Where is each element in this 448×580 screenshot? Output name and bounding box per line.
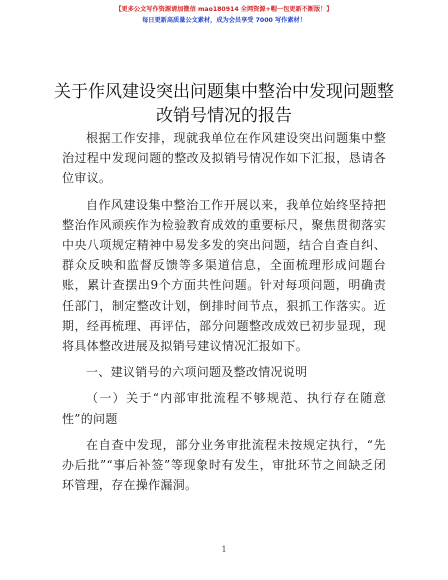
document-body <box>62 128 386 501</box>
paragraph-background: 自作风建设集中整治工作开展以来，我单位始终坚持把整治作风顽疾作为检验教育成效的重要标尺，聚焦贯彻落实中央八项规定精神中易发多发的突出问题，结合自查自纠、群众反映和监督反馈等多渠道信息，全面梳理形成问题台账，累计查摆出9个方面共性问题。针对每项问题，明确责任部门，制定整改计划，倒排时间节点，狠抓工作落实。近期，经再梳理、再评估，部分问题整改成效已初步显现，现将具体整改进展及拟销号建议情况汇报如下。 <box>62 197 386 354</box>
promo-line-1: 【更多公文写作资源请加微信 mao180914 全网资源+帽一包更新不断版！】 <box>115 6 333 13</box>
document-title <box>40 80 408 128</box>
subsection-heading-1: （一）关于“内部审批流程不够规范、执行存在随意性”的问题 <box>62 391 386 426</box>
promo-banner <box>0 4 448 26</box>
section-heading-1: 一、建议销号的六项问题及整改情况说明 <box>86 365 308 380</box>
title-line-2: 改销号情况的报告 <box>156 106 292 126</box>
paragraph-issue-1: 在自查中发现，部分业务审批流程未按规定执行，“先办后批”“事后补签”等现象时有发生，审批环节之间缺乏闭环管理，存在操作漏洞。 <box>62 437 386 493</box>
paragraph-intro: 根据工作安排，现就我单位在作风建设突出问题集中整治过程中发现问题的整改及拟销号情况作如下汇报，恳请各位审议。 <box>62 131 386 186</box>
page-number: 1 <box>221 545 227 554</box>
promo-line-2: 每日更新高质量公文素材，成为会员享受 7000 写作素材！ <box>142 17 306 24</box>
title-line-1: 关于作风建设突出问题集中整治中发现问题整 <box>54 82 394 102</box>
